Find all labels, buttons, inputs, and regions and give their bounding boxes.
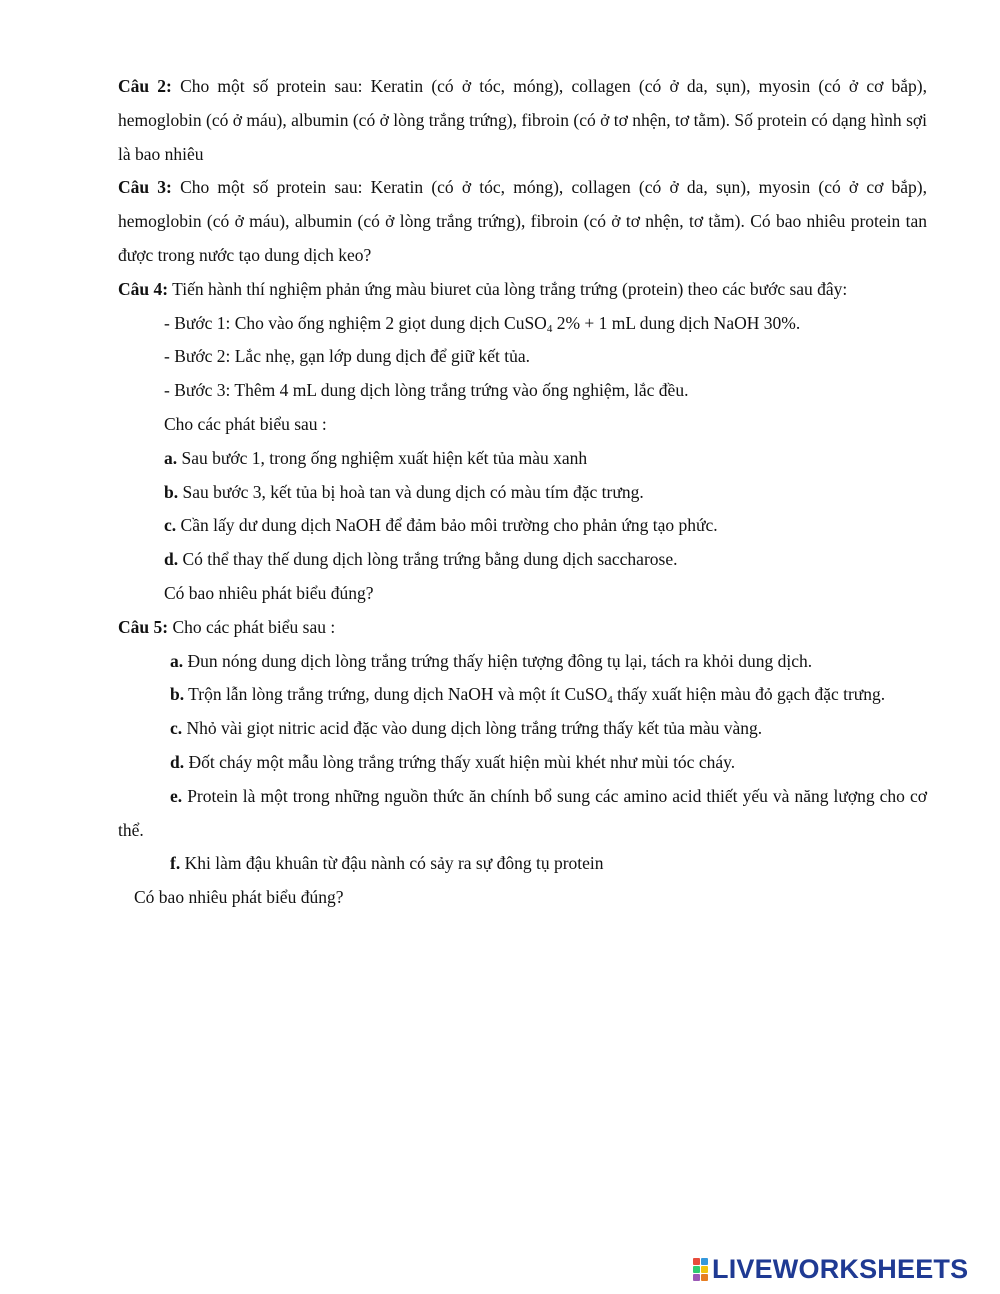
- question-5-statement-e: e. Protein là một trong những nguồn thức ăn chính bổ sung các amino acid thiết yếu và năng lượng cho cơ thể.: [118, 785, 927, 840]
- logo-square: [693, 1258, 700, 1265]
- question-2-text: Cho một số protein sau: Keratin (có ở tóc, móng), collagen (có ở da, sụn), myosin (có ở cơ bắp), hemoglobin (có ở máu), albumin (có ở lòng trắng trứng), fibroin (có ở tơ nhện, tơ tằm). Số protein có dạng hình sợi là bao nhiêu: [118, 76, 928, 164]
- question-5-prompt: Có bao nhiêu phát biểu đúng?: [134, 887, 344, 908]
- question-4-step-3: - Bước 3: Thêm 4 mL dung dịch lòng trắng trứng vào ống nghiệm, lắc đều.: [164, 380, 689, 401]
- question-5-label: Câu 5:: [118, 616, 169, 637]
- logo-square: [693, 1274, 700, 1281]
- logo-square: [693, 1266, 700, 1273]
- question-5-statement-c: c. Nhỏ vài giọt nitric acid đặc vào dung dịch lòng trắng trứng thấy kết tủa màu vàng.: [170, 718, 763, 739]
- question-5-statement-a: a. Đun nóng dung dịch lòng trắng trứng thấy hiện tượng đông tụ lại, tách ra khỏi dung dịch.: [170, 650, 813, 671]
- question-4-step-2: - Bước 2: Lắc nhẹ, gạn lớp dung dịch để giữ kết tủa.: [164, 346, 530, 367]
- question-5-statement-d: d. Đốt cháy một mẫu lòng trắng trứng thấy xuất hiện mùi khét như mùi tóc cháy.: [170, 751, 736, 772]
- question-5-statement-f: f. Khi làm đậu khuân từ đậu nành có sảy ra sự đông tụ protein: [170, 853, 604, 874]
- question-3-text: Cho một số protein sau: Keratin (có ở tóc, móng), collagen (có ở da, sụn), myosin (có ở cơ bắp), hemoglobin (có ở máu), albumin (có ở lòng trắng trứng), fibroin (có ở tơ nhện, tơ tằm). Có bao nhiêu protein tan được trong nước tạo dung dịch keo?: [118, 177, 928, 265]
- question-4-label: Câu 4:: [118, 278, 169, 299]
- question-4-intro: Cho các phát biểu sau :: [164, 413, 327, 434]
- worksheet-page: [118, 70, 927, 915]
- logo-square: [701, 1274, 708, 1281]
- question-4-prompt: Có bao nhiêu phát biểu đúng?: [164, 582, 374, 603]
- question-4-statement-b: b. Sau bước 3, kết tủa bị hoà tan và dung dịch có màu tím đặc trưng.: [164, 481, 644, 502]
- question-2-label: Câu 2:: [118, 76, 172, 96]
- question-4: [118, 273, 927, 307]
- question-4-statement-d: d. Có thể thay thế dung dịch lòng trắng trứng bằng dung dịch saccharose.: [164, 549, 678, 570]
- liveworksheets-logo-text: LIVEWORKSHEETS: [712, 1253, 969, 1284]
- question-2: [118, 70, 927, 171]
- question-4-text: Tiến hành thí nghiệm phản ứng màu biuret của lòng trắng trứng (protein) theo các bước sau đây:: [168, 278, 848, 299]
- question-5-text: Cho các phát biểu sau :: [168, 616, 336, 637]
- question-3-label: Câu 3:: [118, 177, 172, 198]
- question-5: [118, 611, 927, 645]
- question-3: [118, 171, 927, 272]
- liveworksheets-logo[interactable]: [693, 1253, 968, 1285]
- logo-square: [701, 1258, 708, 1265]
- question-4-statement-a: a. Sau bước 1, trong ống nghiệm xuất hiện kết tủa màu xanh: [164, 447, 588, 468]
- question-4-step-1: - Bước 1: Cho vào ống nghiệm 2 giọt dung dịch CuSO$_4$ 2% + 1 mL dung dịch NaOH 30%.: [164, 312, 801, 335]
- question-4-statement-c: c. Cần lấy dư dung dịch NaOH để đảm bảo môi trường cho phản ứng tạo phức.: [164, 515, 718, 536]
- liveworksheets-logo-icon: [693, 1258, 708, 1281]
- logo-square: [701, 1266, 708, 1273]
- question-5-statement-b: b. Trộn lẫn lòng trắng trứng, dung dịch NaOH và một ít CuSO$_4$ thấy xuất hiện màu đỏ gạch đặc trưng.: [170, 684, 886, 707]
